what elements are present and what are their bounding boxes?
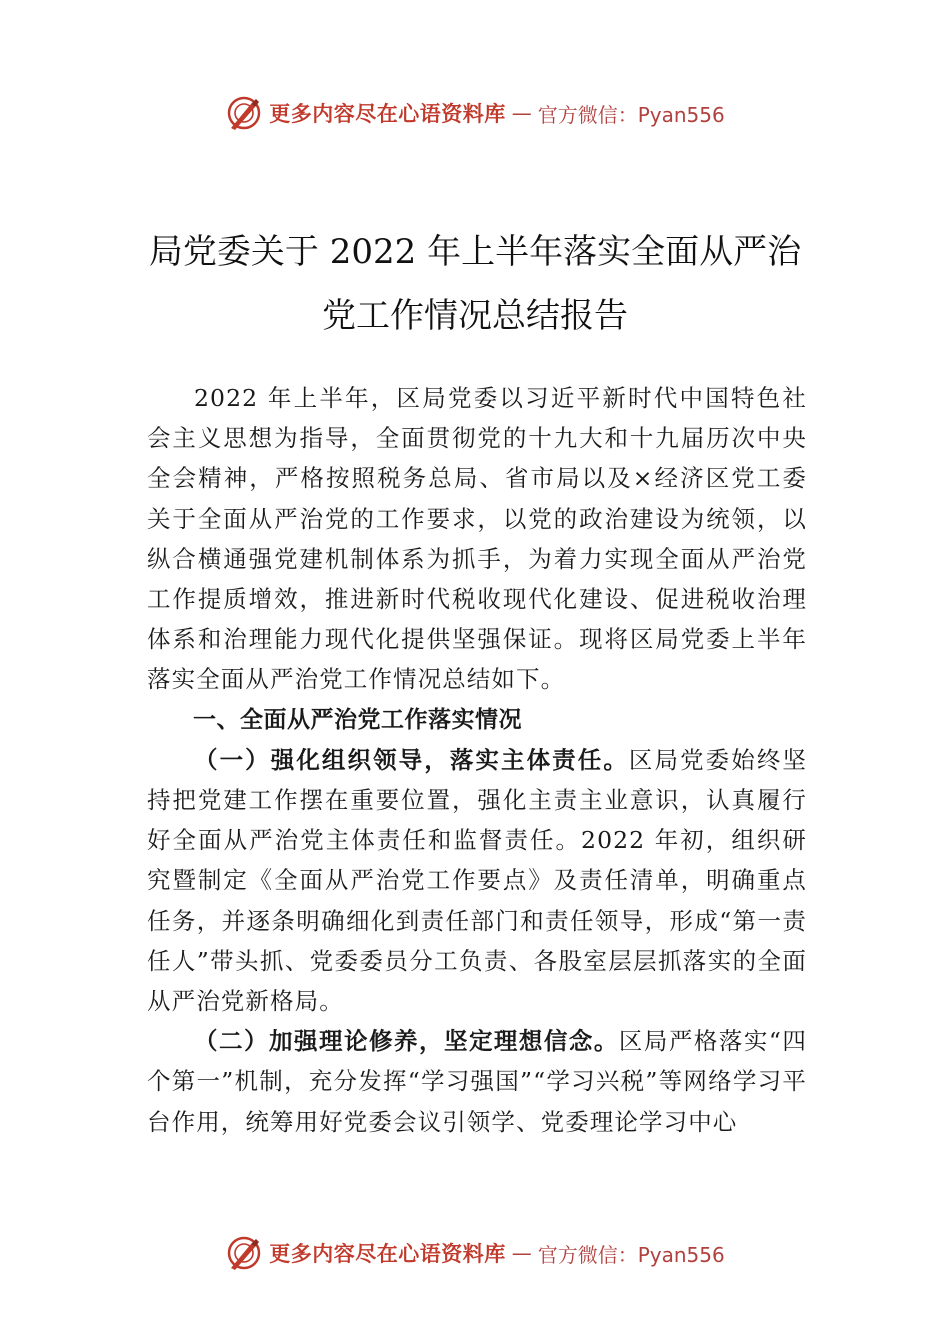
pen-logo-icon <box>225 94 263 132</box>
title-line-2: 党工作情况总结报告 <box>322 296 628 336</box>
section-heading: 一、全面从严治党工作落实情况 <box>193 706 522 733</box>
title-line-1: 局党委关于 2022 年上半年落实全面从严治 <box>148 232 802 272</box>
item-1-text: 区局党委始终坚持把党建工作摆在重要位置，强化主责主业意识，认真履行好全面从严治党主体责任和监督责任。2022 年初，组织研究暨制定《全面从严治党工作要点》及责任清单，明确重点任务，并逐条明确细化到责任部门和责任领导，形成“第一责任人”带头抓、党委委员分工负责、各股室层层抓落实的全面从严治党新格局。 <box>147 745 808 1016</box>
item-2-lead: （二）加强理论修养，坚定理想信念。 <box>194 1027 619 1056</box>
banner-separator: — <box>511 101 532 125</box>
document-body <box>147 378 807 1142</box>
item-1-paragraph <box>147 740 807 1021</box>
header-banner <box>0 93 950 133</box>
brand-text: 更多内容尽在心语资料库 <box>269 1241 506 1266</box>
intro-paragraph: 2022 年上半年，区局党委以习近平新时代中国特色社会主义思想为指导，全面贯彻党的十九大和十九届历次中央全会精神，严格按照税务总局、省市局以及×经济区党工委关于全面从严治党的工作要求，以党的政治建设为统领，以纵合横通强党建机制体系为抓手，为着力实现全面从严治党工作提质增效，推进新时代税收现代化建设、促进税收治理体系和治理能力现代化提供坚强保证。现将区局党委上半年落实全面从严治党工作情况总结如下。 <box>147 384 807 694</box>
item-1-lead: （一）强化组织领导，落实主体责任。 <box>194 745 629 774</box>
wechat-contact: 官方微信：Pyan556 <box>537 1242 725 1267</box>
brand-text: 更多内容尽在心语资料库 <box>269 101 506 126</box>
item-2-text: 区局严格落实“四个第一”机制，充分发挥“学习强国”“学习兴税”等网络学习平台作用，统筹用好党委会议引领学、党委理论学习中心 <box>147 1027 807 1136</box>
document-title <box>0 220 950 348</box>
banner-separator: — <box>511 1241 532 1265</box>
pen-logo-icon <box>225 1234 263 1272</box>
wechat-contact: 官方微信：Pyan556 <box>537 102 725 127</box>
footer-banner <box>0 1233 950 1273</box>
item-2-paragraph <box>147 1021 807 1142</box>
